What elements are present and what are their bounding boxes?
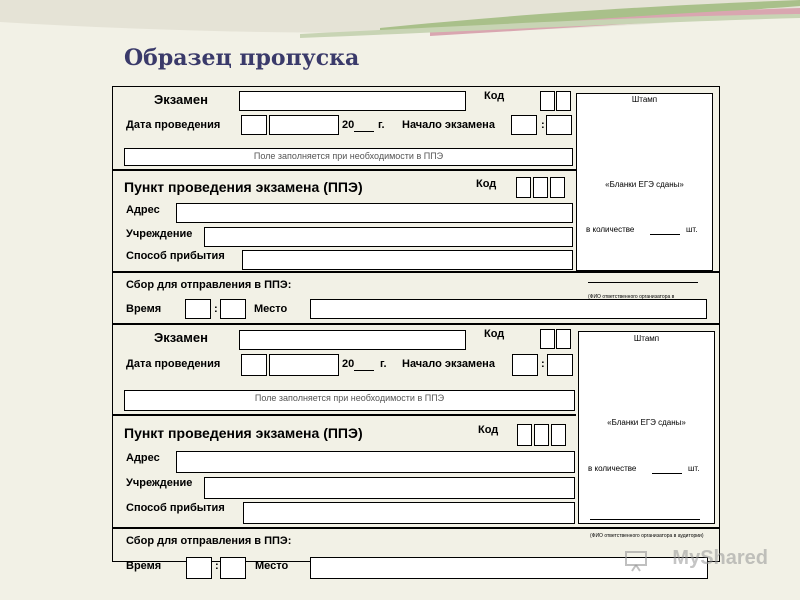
code-box[interactable] xyxy=(556,329,571,349)
divider xyxy=(112,414,576,416)
arrival-input[interactable] xyxy=(242,250,573,270)
address-label: Адрес xyxy=(126,452,160,464)
quantity-label: в количестве xyxy=(588,464,637,473)
optional-field-note: Поле заполняется при необходимости в ППЭ xyxy=(254,393,445,403)
pieces-label: шт. xyxy=(688,464,700,473)
time-separator: : xyxy=(214,303,218,315)
forms-handed-label: «Бланки ЕГЭ сданы» xyxy=(607,418,686,427)
place-label: Место xyxy=(254,303,288,315)
gathering-minute-input[interactable] xyxy=(220,299,246,319)
month-input[interactable] xyxy=(269,354,339,376)
code-box[interactable] xyxy=(556,91,571,111)
time-separator: : xyxy=(541,358,545,370)
start-minute-input[interactable] xyxy=(546,115,572,135)
ppe-code-box[interactable] xyxy=(516,177,531,198)
quantity-underline xyxy=(652,473,682,474)
day-input[interactable] xyxy=(241,115,267,135)
institution-input[interactable] xyxy=(204,477,575,499)
start-hour-input[interactable] xyxy=(512,354,538,376)
ppe-code-box[interactable] xyxy=(517,424,532,446)
place-label: Место xyxy=(255,560,289,572)
address-input[interactable] xyxy=(176,203,573,223)
time-separator: : xyxy=(215,560,219,572)
gathering-hour-input[interactable] xyxy=(185,299,211,319)
institution-label: Учреждение xyxy=(126,228,193,240)
divider xyxy=(112,527,720,529)
gathering-minute-input[interactable] xyxy=(220,557,246,579)
start-label: Начало экзамена xyxy=(402,119,495,131)
signature-line xyxy=(588,282,698,283)
ppe-code-label: Код xyxy=(478,424,499,436)
code-label: Код xyxy=(484,90,505,102)
year-prefix: 20 xyxy=(342,119,355,131)
gathering-hour-input[interactable] xyxy=(186,557,212,579)
gathering-label: Сбор для отправления в ППЭ: xyxy=(126,535,292,547)
ppe-code-label: Код xyxy=(476,178,497,190)
quantity-label: в количестве xyxy=(586,225,635,234)
signature-note: (ФИО ответственного организатора в аудитории) xyxy=(590,533,704,539)
start-label: Начало экзамена xyxy=(402,358,495,370)
exam-label: Экзамен xyxy=(154,92,208,107)
divider xyxy=(112,169,576,171)
stamp-label: Штамп xyxy=(633,334,660,343)
year-suffix: г. xyxy=(380,358,387,370)
arrival-label: Способ прибытия xyxy=(126,502,225,514)
ppe-code-box[interactable] xyxy=(550,177,565,198)
address-label: Адрес xyxy=(126,204,160,216)
start-hour-input[interactable] xyxy=(511,115,537,135)
date-label: Дата проведения xyxy=(126,358,221,370)
time-separator: : xyxy=(541,119,545,131)
forms-handed-label: «Бланки ЕГЭ сданы» xyxy=(605,180,684,189)
watermark-text: MyShared xyxy=(672,547,768,569)
pieces-label: шт. xyxy=(686,225,698,234)
pass-form-1 xyxy=(110,86,720,324)
address-input[interactable] xyxy=(176,451,575,473)
exam-input[interactable] xyxy=(239,330,466,350)
gathering-label: Сбор для отправления в ППЭ: xyxy=(126,279,292,291)
year-underline xyxy=(354,131,374,132)
ppe-code-box[interactable] xyxy=(533,177,548,198)
ppe-title: Пункт проведения экзамена (ППЭ) xyxy=(124,425,363,441)
day-input[interactable] xyxy=(241,354,267,376)
slide-title: Образец пропуска xyxy=(124,45,360,71)
ppe-code-box[interactable] xyxy=(534,424,549,446)
ppe-title: Пункт проведения экзамена (ППЭ) xyxy=(124,179,363,195)
start-minute-input[interactable] xyxy=(547,354,573,376)
place-input[interactable] xyxy=(310,299,707,319)
divider xyxy=(112,271,720,273)
exam-input[interactable] xyxy=(239,91,466,111)
code-label: Код xyxy=(484,328,505,340)
decorative-top-band xyxy=(0,0,800,40)
stamp-label: Штамп xyxy=(631,95,658,104)
institution-label: Учреждение xyxy=(126,477,193,489)
code-box[interactable] xyxy=(540,91,555,111)
date-label: Дата проведения xyxy=(126,119,221,131)
year-suffix: г. xyxy=(378,119,385,131)
signature-note: (ФИО ответственного организатора в xyxy=(588,294,675,300)
year-underline xyxy=(354,370,374,371)
time-label: Время xyxy=(126,303,162,315)
code-box[interactable] xyxy=(540,329,555,349)
month-input[interactable] xyxy=(269,115,339,135)
institution-input[interactable] xyxy=(204,227,573,247)
arrival-label: Способ прибытия xyxy=(126,250,225,262)
time-label: Время xyxy=(126,560,162,572)
ppe-code-box[interactable] xyxy=(551,424,566,446)
optional-field-note: Поле заполняется при необходимости в ППЭ xyxy=(253,151,444,161)
year-prefix: 20 xyxy=(342,358,355,370)
exam-label: Экзамен xyxy=(154,330,208,345)
signature-line xyxy=(590,519,700,520)
arrival-input[interactable] xyxy=(243,502,575,524)
quantity-underline xyxy=(650,234,680,235)
watermark-presentation-icon xyxy=(624,546,650,572)
